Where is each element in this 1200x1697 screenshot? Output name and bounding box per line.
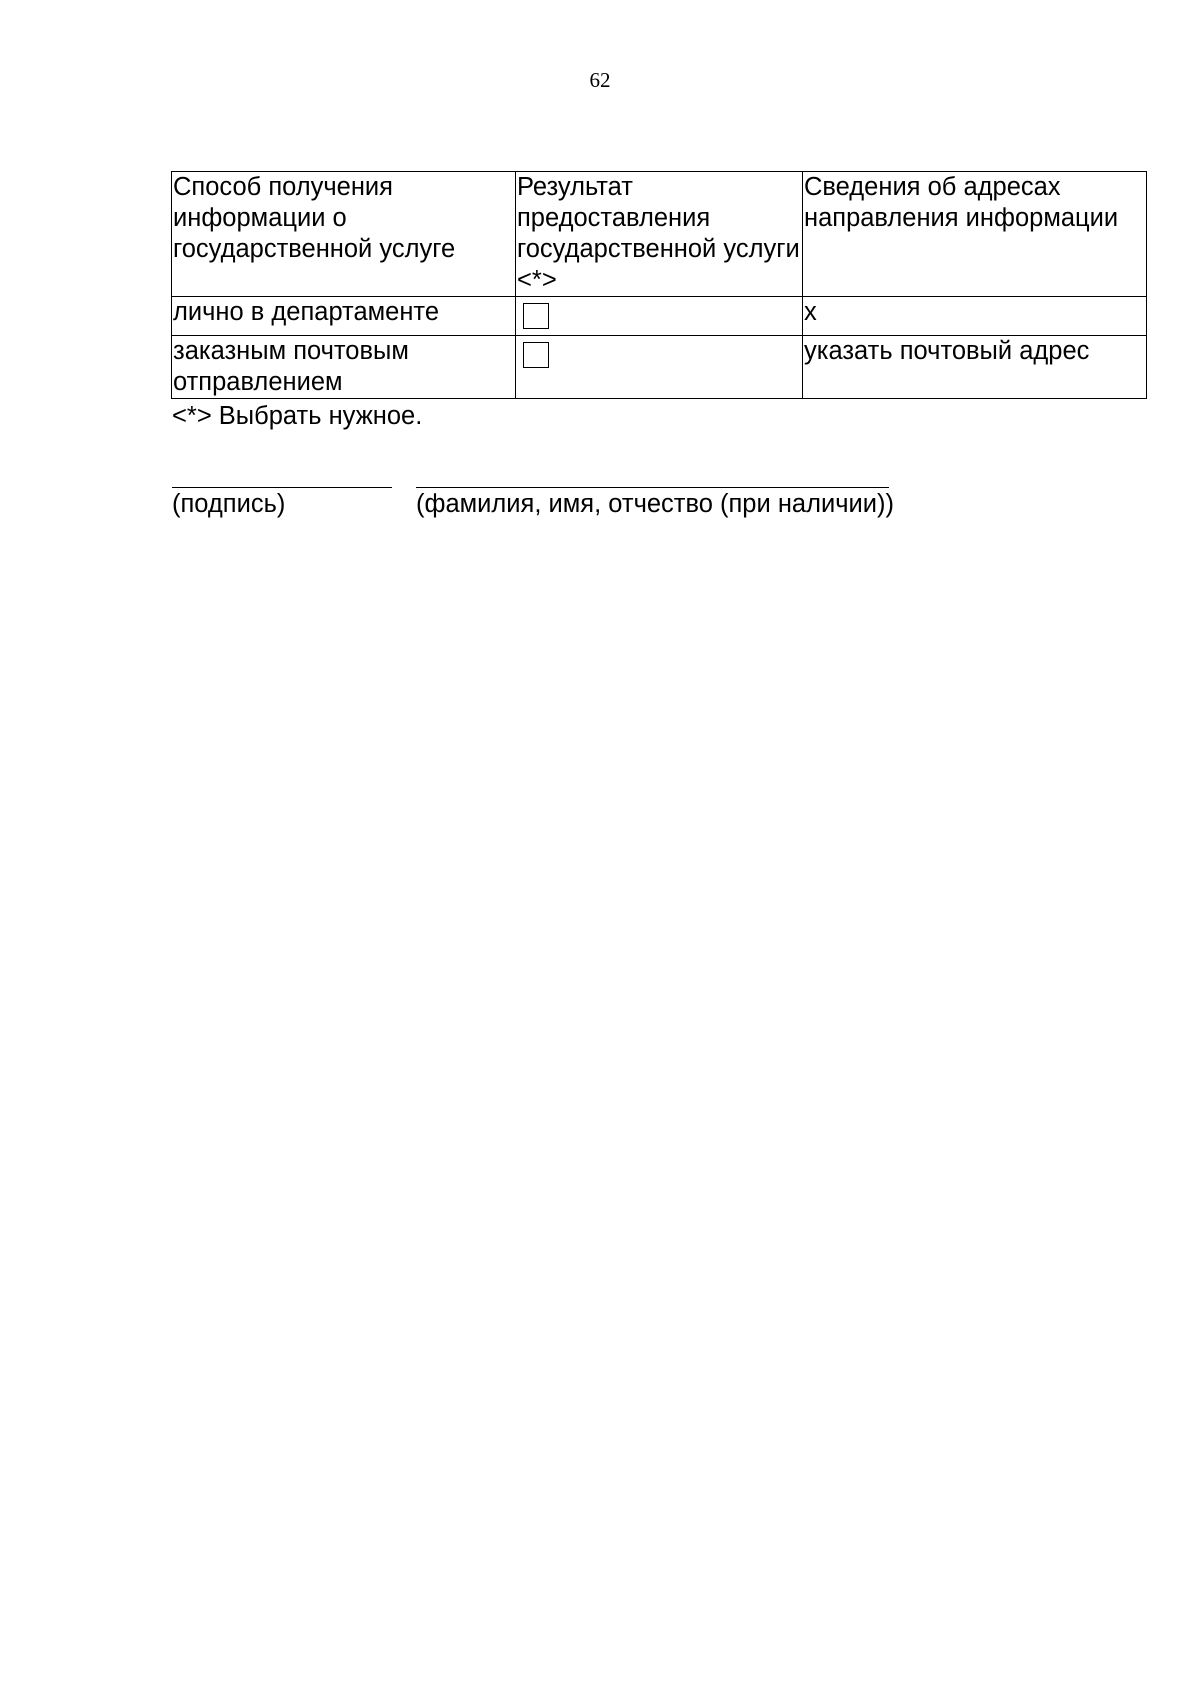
registered-mail-checkbox[interactable] xyxy=(523,342,549,368)
page-number: 62 xyxy=(589,68,611,92)
header-result: Результат предоставления государственной услуги <*> xyxy=(516,172,803,297)
full-name-line xyxy=(416,487,889,488)
table-header-row xyxy=(172,172,1147,297)
address-cell: x xyxy=(803,297,1147,336)
header-method: Способ получения информации о государственной услуге xyxy=(172,172,516,297)
full-name-caption: (фамилия, имя, отчество (при наличии)) xyxy=(416,490,894,518)
table-row xyxy=(172,297,1147,336)
method-cell: заказным почтовым отправлением xyxy=(172,336,516,399)
result-cell xyxy=(516,336,803,399)
signature-caption: (подпись) xyxy=(172,490,286,518)
method-cell: лично в департаменте xyxy=(172,297,516,336)
header-address: Сведения об адресах направления информации xyxy=(803,172,1147,297)
footnote: <*> Выбрать нужное. xyxy=(172,402,423,430)
in-person-checkbox[interactable] xyxy=(523,303,549,329)
result-cell xyxy=(516,297,803,336)
table-row xyxy=(172,336,1147,399)
signature-line xyxy=(172,487,392,488)
info-delivery-table xyxy=(171,171,1147,399)
address-cell: указать почтовый адрес xyxy=(803,336,1147,399)
